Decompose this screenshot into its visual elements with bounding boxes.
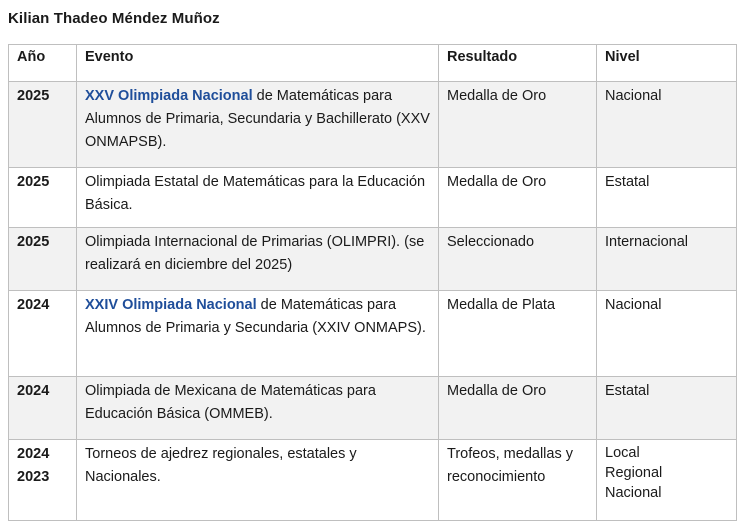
cell-result: Seleccionado xyxy=(439,228,597,291)
event-highlight: XXIV Olimpiada Nacional xyxy=(85,297,257,313)
cell-event: Olimpiada Internacional de Primarias (OLIMPRI). (se realizará en diciembre del 2025) xyxy=(77,228,439,291)
table-row xyxy=(9,440,737,521)
table-row xyxy=(9,377,737,440)
cell-year: 2025 xyxy=(9,82,77,168)
cell-level: Nacional xyxy=(597,291,737,377)
year-line: 2023 xyxy=(17,469,50,485)
table-row xyxy=(9,291,737,377)
table-header-row xyxy=(9,45,737,82)
cell-year: 2025 xyxy=(9,228,77,291)
cell-event: Olimpiada de Mexicana de Matemáticas para Educación Básica (OMMEB). xyxy=(77,377,439,440)
cell-result: Trofeos, medallas y reconocimiento xyxy=(439,440,597,521)
event-text: de Matemáticas para Alumnos de Primaria, Secundaria y Bachillerato (XXV ONMAPSB). xyxy=(85,88,430,150)
header-year: Año xyxy=(9,45,77,82)
awards-table xyxy=(8,44,737,521)
header-result: Resultado xyxy=(439,45,597,82)
cell-year: 2024 xyxy=(9,377,77,440)
table-row xyxy=(9,228,737,291)
cell-level xyxy=(597,440,737,521)
cell-result: Medalla de Plata xyxy=(439,291,597,377)
cell-event: Torneos de ajedrez regionales, estatales y Nacionales. xyxy=(77,440,439,521)
cell-level: Estatal xyxy=(597,168,737,228)
cell-level: Nacional xyxy=(597,82,737,168)
cell-result: Medalla de Oro xyxy=(439,82,597,168)
cell-result: Medalla de Oro xyxy=(439,377,597,440)
document-title: Kilian Thadeo Méndez Muñoz xyxy=(8,10,220,27)
cell-event xyxy=(77,291,439,377)
header-level: Nivel xyxy=(597,45,737,82)
level-line: Regional xyxy=(605,465,663,481)
cell-level: Estatal xyxy=(597,377,737,440)
year-line: 2024 xyxy=(17,446,50,462)
cell-event xyxy=(77,82,439,168)
event-highlight: XXV Olimpiada Nacional xyxy=(85,88,253,104)
cell-year xyxy=(9,440,77,521)
level-line: Local xyxy=(605,445,640,461)
level-line: Nacional xyxy=(605,485,662,501)
cell-year: 2024 xyxy=(9,291,77,377)
header-event: Evento xyxy=(77,45,439,82)
cell-result: Medalla de Oro xyxy=(439,168,597,228)
table-row xyxy=(9,82,737,168)
event-text: de Matemáticas para Alumnos de Primaria y Secundaria (XXIV ONMAPS). xyxy=(85,297,426,336)
table-row xyxy=(9,168,737,228)
cell-event: Olimpiada Estatal de Matemáticas para la Educación Básica. xyxy=(77,168,439,228)
cell-level: Internacional xyxy=(597,228,737,291)
cell-year: 2025 xyxy=(9,168,77,228)
